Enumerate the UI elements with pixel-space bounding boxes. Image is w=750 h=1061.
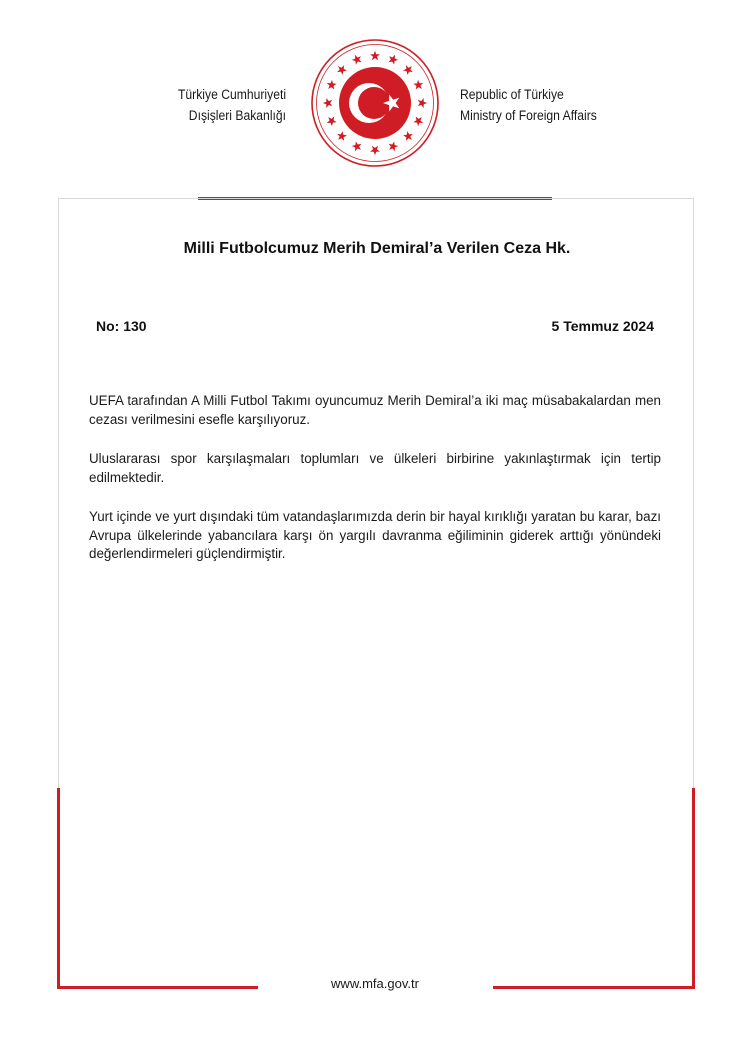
body-paragraph: Uluslararası spor karşılaşmaları toplumları ve ülkeleri birbirine yakınlaştırmak için tertip edilmektedir.	[89, 451, 661, 485]
document-date: 5 Temmuz 2024	[551, 318, 654, 334]
seal-ring-star-icon	[337, 65, 347, 75]
seal-ring-star-icon	[323, 98, 332, 108]
frame-left-red-line	[57, 788, 60, 988]
seal-ring-star-icon	[370, 146, 380, 155]
footer-website-link[interactable]: www.mfa.gov.tr	[331, 976, 419, 991]
seal-ring-star-icon	[337, 131, 347, 141]
frame-right-red-line	[692, 788, 695, 988]
header-left-text	[178, 84, 286, 126]
frame-right-grey-line	[693, 198, 694, 788]
seal-ring-star-icon	[403, 131, 413, 141]
frame-left-grey-line	[58, 198, 59, 788]
document-body	[89, 392, 661, 585]
ministry-seal-icon	[310, 38, 440, 168]
seal-ring-star-icon	[413, 117, 423, 127]
seal-ring-star-icon	[370, 51, 380, 60]
seal-ring-star-icon	[352, 55, 362, 65]
seal-ring-star-icon	[403, 65, 413, 75]
seal-ring-star-icon	[413, 80, 423, 90]
seal-ring-star-icon	[327, 117, 337, 127]
document-number: No: 130	[96, 318, 147, 334]
header-left-line1: Türkiye Cumhuriyeti	[177, 87, 286, 102]
header-left-line2: Dışişleri Bakanlığı	[188, 108, 286, 123]
header-right-line2: Ministry of Foreign Affairs	[460, 108, 597, 123]
frame-top-grey-line	[58, 198, 694, 199]
seal-ring-star-icon	[327, 80, 337, 90]
seal-ring-star-icon	[389, 55, 399, 65]
document-title: Milli Futbolcumuz Merih Demiral’a Verilen Ceza Hk.	[183, 240, 571, 257]
body-paragraph: Yurt içinde ve yurt dışındaki tüm vatandaşlarımızda derin bir hayal kırıklığı yaratan bu karar, bazı Avrupa ülkelerinde yabancılara karşı ön yargılı davranma eğiliminin giderek arttığı yönündeki değerlendirmeleri güçlendirmiştir.	[89, 509, 661, 561]
header-right-text	[460, 84, 597, 126]
body-paragraph: UEFA tarafından A Milli Futbol Takımı oyuncumuz Merih Demiral’a iki maç müsabakalardan men cezası verilmesini esefle karşılıyoruz.	[89, 393, 661, 427]
seal-ring-star-icon	[352, 141, 362, 151]
seal-ring-star-icon	[418, 98, 427, 108]
header-right-line1: Republic of Türkiye	[460, 87, 564, 102]
seal-ring-star-icon	[389, 141, 399, 151]
